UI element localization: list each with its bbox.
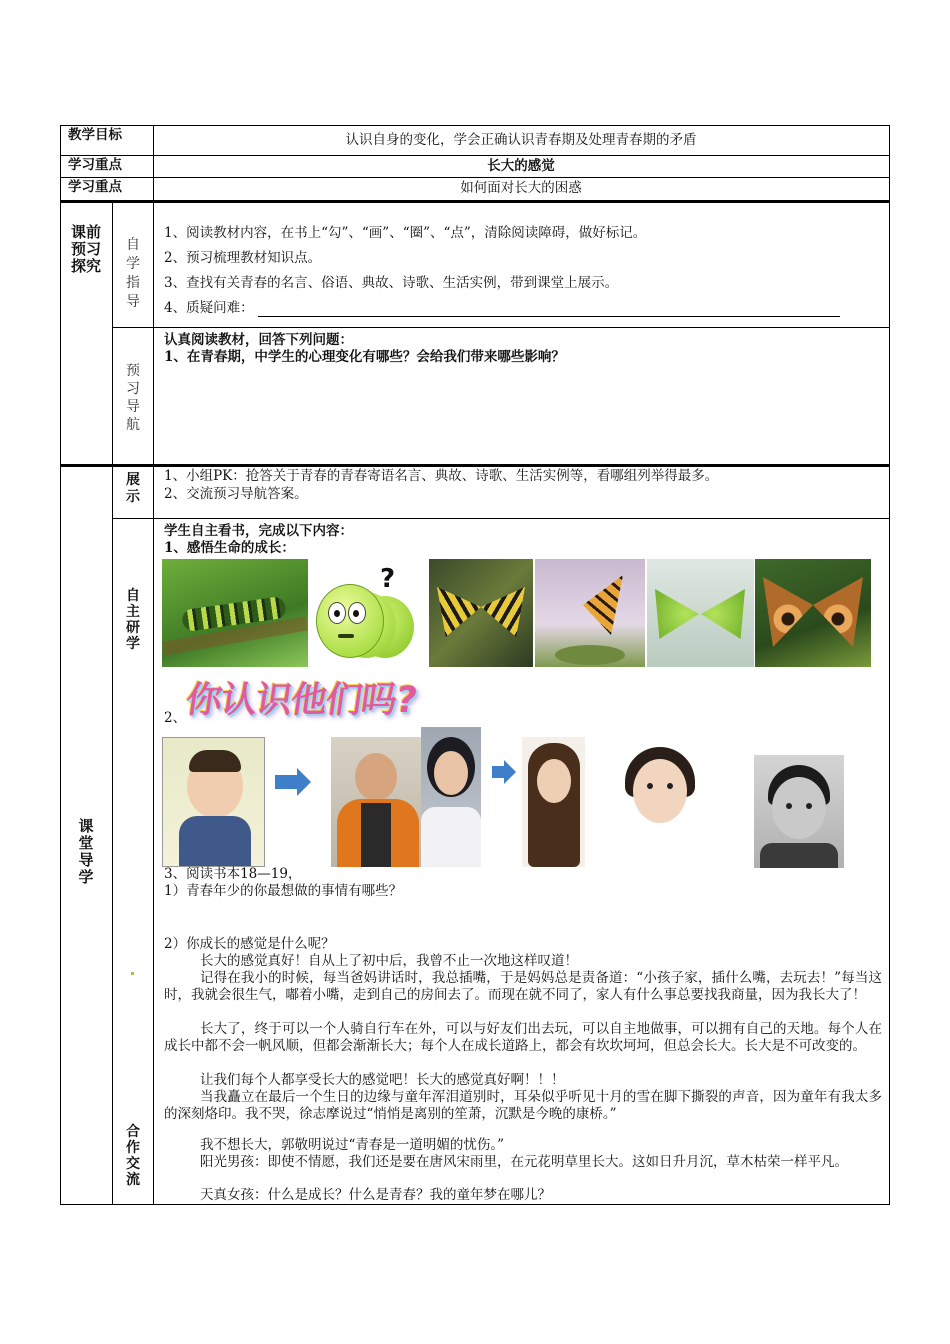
- arrow-right-icon: [275, 775, 297, 789]
- research-heading: 学生自主看书，完成以下内容：: [164, 523, 353, 539]
- row-label-key-point-2: 学习重点: [68, 179, 122, 195]
- row-label-key-point-1: 学习重点: [68, 157, 122, 173]
- cooperate-paragraph-5: 当我矗立在最后一个生日的边缘与童年浑泪道别时，耳朵似乎听见十月的雪在脚下撕裂的声音，因为童年有我太多的深刻烙印。我不哭，徐志摩说过“悄悄是离别的笙萧，沉默是今晚的康桥。”: [164, 1089, 882, 1122]
- research-question-1: 1）青春年少的你最想做的事情有哪些？: [164, 883, 403, 899]
- research-item-2-prefix: 2、: [164, 710, 187, 726]
- cartoon-caterpillar-icon: ?: [314, 566, 420, 666]
- self-study-item-4: 4、质疑问难：: [164, 300, 254, 316]
- butterfly-photo-4: [755, 559, 871, 667]
- young-woman-photo: [522, 737, 585, 867]
- show-item-1: 1、小组PK：抢答关于青春的青春寄语名言、典故、诗歌、生活实例等，看哪组列举得最多。: [164, 468, 719, 484]
- arrow-right-icon-2-head: [504, 760, 516, 784]
- question-blank-line: [258, 316, 840, 317]
- self-study-item-1: 1、阅读教材内容，在书上“勾”、“画”、“圈”、“点”，清除阅读障碍，做好标记。: [164, 225, 647, 241]
- row-label-objective: 教学目标: [68, 127, 122, 143]
- self-study-item-2: 2、预习梳理教材知识点。: [164, 250, 322, 266]
- guide-question: 1、在青春期，中学生的心理变化有哪些？会给我们带来哪些影响？: [164, 349, 565, 365]
- cooperate-paragraph-4: 让我们每个人都享受长大的感觉吧！长大的感觉真好啊！！！: [200, 1072, 565, 1088]
- butterfly-photo-1: [429, 559, 533, 667]
- cooperate-paragraph-1: 长大的感觉真好！自从上了初中后，我曾不止一次地这样叹道！: [200, 953, 578, 969]
- sublabel-cooperate: 合 作 交 流: [126, 1124, 140, 1188]
- cooperate-paragraph-6: 我不想长大，郭敬明说过“青春是一道明媚的忧伤。”: [200, 1137, 505, 1153]
- row-content-objective: 认识自身的变化，学会正确认识青春期及处理青春期的矛盾: [345, 132, 697, 148]
- wordart-title: 你认识他们吗?: [183, 680, 419, 721]
- cooperate-paragraph-2: 记得在我小的时候，每当爸妈讲话时，我总插嘴，于是妈妈总是责备道：“小孩子家，插什么嘴，去玩去！”每当这时，我就会很生气，嘟着小嘴，走到自己的房间去了。而现在就不同了，家人有什么事总要找我商量，因为我长大了！: [164, 970, 882, 1003]
- sublabel-guide: 预 习 导 航: [126, 363, 140, 433]
- cooperate-paragraph-8: 天真女孩：什么是成长？什么是青春？我的童年梦在哪儿？: [200, 1187, 551, 1203]
- row-content-key-point-1: 长大的感觉: [487, 158, 555, 174]
- arrow-right-icon-2: [492, 766, 504, 778]
- cooperate-paragraph-7: 阳光男孩：即使不情愿，我们还是要在唐风宋雨里，在元花明草里长大。这如日升月沉，草木枯荣一样平凡。: [200, 1154, 848, 1170]
- section-label-preview: 课前 预习 探究: [70, 223, 101, 275]
- little-girl-photo: [619, 743, 701, 843]
- research-item-3: 3、阅读书本18—19，: [164, 866, 302, 882]
- cooperate-paragraph-3: 长大了，终于可以一个人骑自行车在外，可以与好友们出去玩，可以自主地做事，可以拥有自己的天地。每个人在成长中都不会一帆风顺，但都会渐渐长大；每个人在成长道路上，都会有坎坎坷坷，但总会长大。长大是不可改变的。: [164, 1021, 882, 1054]
- section-label-class: 课 堂 导 学: [78, 817, 94, 886]
- dot-mark: [131, 972, 134, 975]
- butterfly-photo-3: [647, 559, 754, 667]
- show-item-2: 2、交流预习导航答案。: [164, 486, 308, 502]
- row-content-key-point-2: 如何面对长大的困惑: [460, 180, 582, 196]
- cooperate-question-2: 2）你成长的感觉是什么呢？: [164, 936, 335, 952]
- caterpillar-photo: [162, 559, 308, 667]
- boy-bw-photo: [754, 755, 844, 868]
- sublabel-show: 展 示: [126, 472, 140, 505]
- baby-photo: [162, 737, 265, 867]
- teen-girl-photo: [421, 727, 481, 867]
- self-study-item-3: 3、查找有关青春的名言、俗语、典故、诗歌、生活实例，带到课堂上展示。: [164, 275, 619, 291]
- sublabel-self-study: 自 学 指 导: [126, 237, 140, 310]
- sublabel-research: 自 主 研 学: [126, 588, 140, 652]
- research-item-1: 1、感悟生命的成长：: [164, 540, 295, 556]
- arrow-right-icon-head: [297, 768, 311, 796]
- butterfly-photo-2: [535, 559, 645, 667]
- guide-heading: 认真阅读教材，回答下列问题：: [164, 332, 353, 348]
- adult-man-photo: [331, 737, 421, 867]
